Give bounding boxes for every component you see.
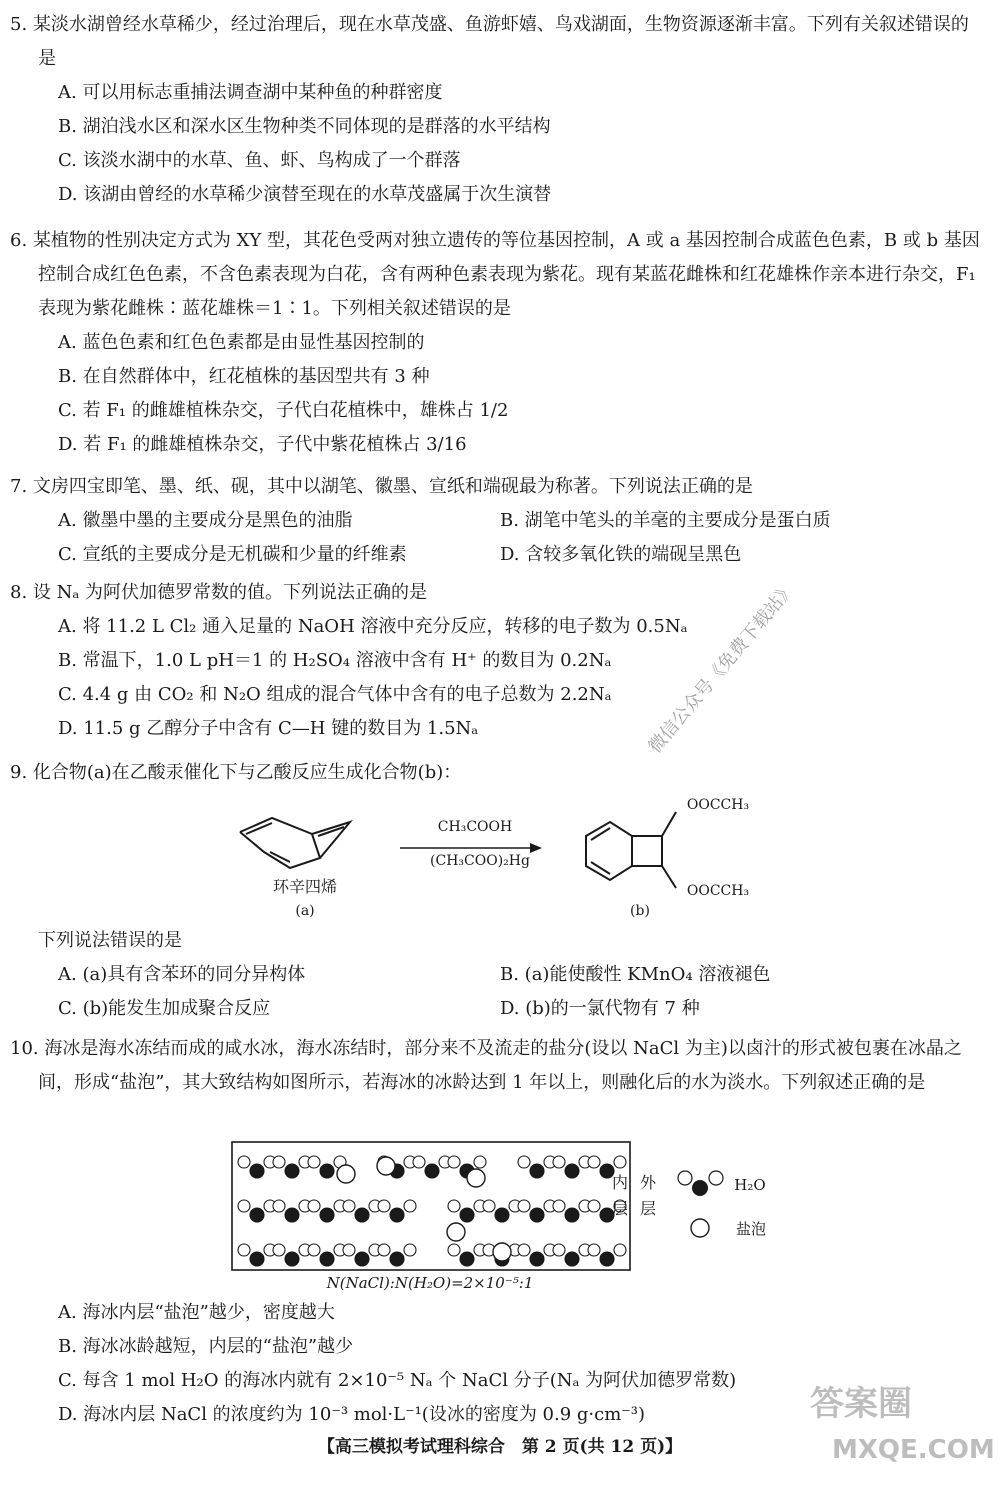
compound-b-label: (b): [630, 903, 650, 919]
question-5: [10, 8, 985, 212]
sea-ice-diagram: [230, 1140, 810, 1300]
water-molecule: [553, 1156, 591, 1178]
question-7-option-b: B. 湖笔中笔头的羊毫的主要成分是蛋白质: [500, 510, 831, 531]
compound-a-label: (a): [295, 903, 315, 919]
question-9-option-c: C. (b)能发生加成聚合反应: [58, 998, 271, 1019]
question-9: [10, 756, 985, 790]
water-molecule: [238, 1244, 276, 1266]
water-molecule: [483, 1200, 521, 1222]
water-molecule: [448, 1200, 486, 1222]
water-molecule: [273, 1156, 311, 1178]
water-molecule: [518, 1200, 556, 1222]
ratio-caption: N(NaCl):N(H₂O)=2×10⁻⁵:1: [326, 1274, 534, 1292]
logo-bottom-text: MXQE.COM: [832, 1435, 995, 1465]
water-molecule: [343, 1244, 381, 1266]
reagent-top: CH₃COOH: [437, 819, 513, 835]
question-7-option-a: A. 徽墨中墨的主要成分是黑色的油脂: [58, 510, 353, 531]
question-9-option-b: B. (a)能使酸性 KMnO₄ 溶液褪色: [500, 964, 771, 985]
question-6-option-d: D. 若 F₁ 的雌雄植株杂交，子代中紫花植株占 3/16: [58, 434, 467, 455]
question-10-option-c: C. 每含 1 mol H₂O 的海冰内就有 2×10⁻⁵ Nₐ 个 NaCl 分子(Nₐ 为阿伏加德罗常数): [58, 1370, 737, 1391]
legend-water-icon: [678, 1171, 723, 1196]
legend-bubble-label: 盐泡: [735, 1220, 766, 1238]
water-molecule: [518, 1156, 556, 1178]
question-8-stem: 8. 设 Nₐ 为阿伏加德罗常数的值。下列说法正确的是: [10, 582, 428, 603]
question-9-lead: 下列说法错误的是: [38, 930, 182, 951]
watermark-text: 微信公众号《免费下载站》: [644, 578, 800, 758]
site-logo: [770, 1384, 995, 1467]
question-6-stem: 6. 某植物的性别决定方式为 XY 型，其花色受两对独立遗传的等位基因控制，A 或 a 基因控制合成蓝色色素，B 或 b 基因控制合成红色色素，不含色素表现为白花，含有两种色素表现为紫花。现有某蓝花雌株和红花雄株作亲本进行杂交，F₁ 表现为紫花雌株∶蓝花雄株＝1∶1。下列相关叙述错误的是: [10, 230, 980, 319]
water-molecule: [273, 1244, 311, 1266]
label-inner-layer: 内层: [611, 1173, 628, 1218]
question-10-option-d: D. 海冰内层 NaCl 的浓度约为 10⁻³ mol·L⁻¹(设冰的密度为 0.9 g·cm⁻³): [58, 1404, 646, 1425]
label-outer-layer: 外层: [639, 1173, 656, 1218]
legend-bubble-icon: [691, 1219, 709, 1237]
reaction-scheme: [230, 790, 790, 930]
question-8-option-d: D. 11.5 g 乙醇分子中含有 C—H 键的数目为 1.5Nₐ: [58, 718, 479, 739]
question-7-row-2: [10, 538, 985, 572]
reagent-bottom: (CH₃COO)₂Hg: [430, 853, 530, 869]
question-5-option-a: A. 可以用标志重捕法调查湖中某种鱼的种群密度: [58, 82, 443, 103]
water-molecule: [413, 1156, 451, 1178]
cyclooctatetraene-structure: [240, 818, 350, 868]
water-molecule: [553, 1200, 591, 1222]
water-molecule: [343, 1200, 381, 1222]
question-10-option-b: B. 海冰冰龄越短，内层的“盐泡”越少: [58, 1336, 354, 1357]
question-9-options: [10, 924, 985, 1026]
question-5-option-d: D. 该湖由曾经的水草稀少演替至现在的水草茂盛属于次生演替: [58, 184, 552, 205]
water-molecule: [518, 1244, 556, 1266]
question-6-option-b: B. 在自然群体中，红花植株的基因型共有 3 种: [58, 366, 430, 387]
product-structure: [586, 812, 676, 888]
question-7-row-1: [10, 504, 985, 538]
question-9-stem: 9. 化合物(a)在乙酸汞催化下与乙酸反应生成化合物(b)：: [10, 762, 462, 783]
water-molecule: [238, 1156, 276, 1178]
water-molecule: [308, 1200, 346, 1222]
question-10: [10, 1032, 985, 1100]
question-7-option-d: D. 含较多氧化铁的端砚呈黑色: [500, 544, 742, 565]
question-9-row-1: [10, 958, 985, 992]
legend-water-label: H₂O: [734, 1176, 766, 1194]
question-9-option-d: D. (b)的一氯代物有 7 种: [500, 998, 700, 1019]
question-5-stem: 5. 某淡水湖曾经水草稀少，经过治理后，现在水草茂盛、鱼游虾嬉、鸟戏湖面，生物资源逐渐丰富。下列有关叙述错误的是: [10, 14, 969, 69]
question-6-option-c: C. 若 F₁ 的雌雄植株杂交，子代白花植株中，雄株占 1/2: [58, 400, 509, 421]
substituent-top: OOCCH₃: [686, 797, 750, 813]
question-8-option-c: C. 4.4 g 由 CO₂ 和 N₂O 组成的混合气体中含有的电子总数为 2.2Nₐ: [58, 684, 612, 705]
water-molecule: [273, 1200, 311, 1222]
question-8-option-a: A. 将 11.2 L Cl₂ 通入足量的 NaOH 溶液中充分反应，转移的电子数为 0.5Nₐ: [58, 616, 688, 637]
water-molecule: [553, 1244, 591, 1266]
water-molecule: [378, 1200, 416, 1222]
question-10-option-a: A. 海冰内层“盐泡”越少，密度越大: [58, 1302, 335, 1323]
substituent-bottom: OOCCH₃: [686, 883, 750, 899]
question-7-option-c: C. 宣纸的主要成分是无机碳和少量的纤维素: [58, 544, 407, 565]
ice-frame: [232, 1142, 630, 1270]
water-molecule: [588, 1244, 626, 1266]
water-molecule: [448, 1244, 486, 1266]
question-10-stem: 10. 海冰是海水冻结而成的咸水冰，海水冻结时，部分来不及流走的盐分(设以 NaCl 为主)以卤汁的形式被包裹在冰晶之间，形成“盐泡”，其大致结构如图所示，若海冰的冰龄达到 1 年以上，则融化后的水为淡水。下列叙述正确的是: [10, 1038, 962, 1093]
question-7-stem: 7. 文房四宝即笔、墨、纸、砚，其中以湖笔、徽墨、宣纸和端砚最为称著。下列说法正确的是: [10, 476, 753, 497]
question-8: [10, 576, 985, 746]
page-footer: 【高三模拟考试理科综合 第 2 页(共 12 页)】: [317, 1437, 683, 1457]
logo-top-text: 答案圈: [810, 1384, 912, 1424]
question-5-option-b: B. 湖泊浅水区和深水区生物种类不同体现的是群落的水平结构: [58, 116, 551, 137]
question-6-option-a: A. 蓝色色素和红色色素都是由显性基因控制的: [58, 332, 425, 353]
question-8-option-b: B. 常温下，1.0 L pH＝1 的 H₂SO₄ 溶液中含有 H⁺ 的数目为 0.2Nₐ: [58, 650, 612, 671]
water-molecules: [238, 1156, 626, 1266]
question-6: [10, 224, 985, 462]
question-7: [10, 470, 985, 572]
question-9-row-2: [10, 992, 985, 1026]
compound-a-name: 环辛四烯: [272, 877, 337, 896]
water-molecule: [308, 1244, 346, 1266]
question-9-option-a: A. (a)具有含苯环的同分异构体: [58, 964, 306, 985]
water-molecule: [378, 1244, 416, 1266]
question-5-option-c: C. 该淡水湖中的水草、鱼、虾、鸟构成了一个群落: [58, 150, 461, 171]
water-molecule: [238, 1200, 276, 1222]
